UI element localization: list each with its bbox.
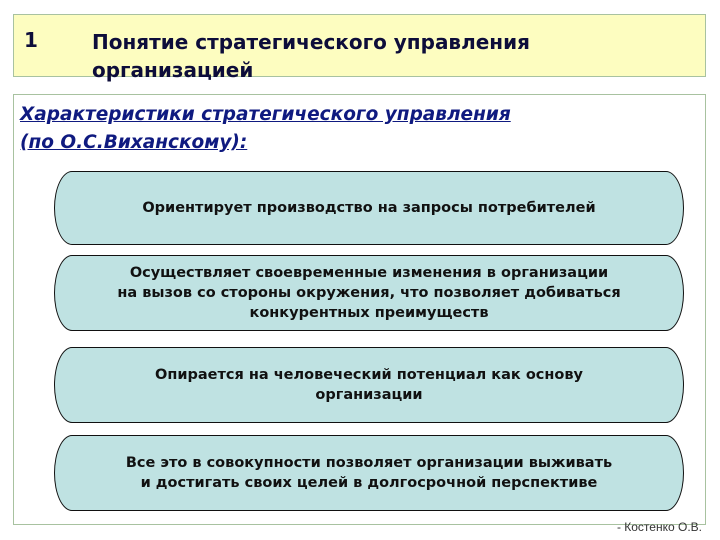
title-banner (13, 14, 706, 82)
content-panel (13, 94, 706, 525)
section-subtitle: Характеристики стратегического управления (по О.С.Виханскому): (20, 104, 511, 153)
page-title: Понятие стратегического управления организацией (92, 30, 530, 82)
characteristic-text: Все это в совокупности позволяет организации выживать и достигать своих целей в долгосрочной перспективе (125, 455, 613, 491)
section-number: 1 (24, 28, 38, 52)
characteristic-item-3 (54, 347, 684, 423)
characteristic-text: Опирается на человеческий потенциал как основу организации (155, 367, 583, 403)
characteristic-item-4 (54, 435, 684, 511)
characteristic-item-2 (54, 255, 684, 331)
characteristic-text: Осуществляет своевременные изменения в организации на вызов со стороны окружения, что позволяет добиваться конкурентных преимуществ (117, 265, 621, 321)
characteristic-text: Ориентирует производство на запросы потребителей (142, 200, 596, 216)
author-name: - Костенко О.В. (616, 520, 702, 534)
author-credit (617, 520, 702, 534)
characteristic-item-1 (54, 171, 684, 245)
